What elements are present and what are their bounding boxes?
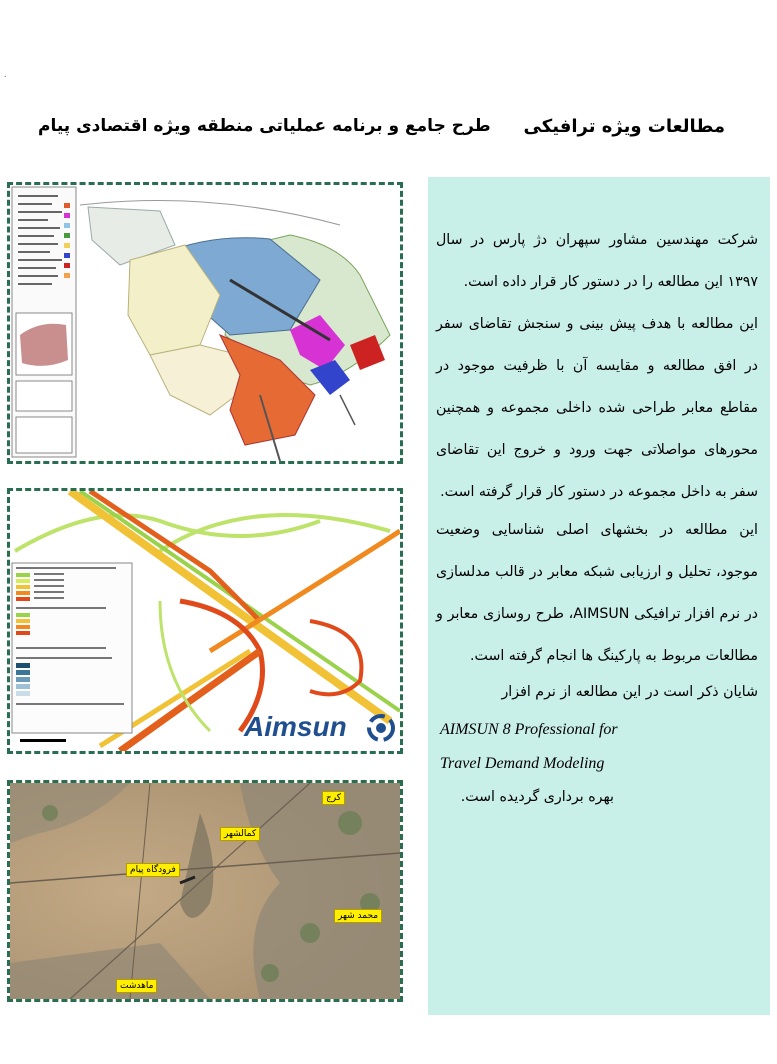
- label-karaj: کرج: [322, 791, 345, 805]
- master-plan-map-figure: [7, 182, 403, 464]
- label-kamalshahr: کمالشهر: [220, 827, 260, 841]
- stray-dot: .: [4, 70, 7, 79]
- description-panel: [428, 177, 770, 1015]
- software-name-line1: AIMSUN 8 Professional for: [440, 721, 618, 738]
- paragraph-software: شایان ذکر است در این مطالعه از نرم افزار: [501, 684, 758, 700]
- section-title: مطالعات ویژه ترافیکی: [523, 116, 725, 137]
- software-name-line2: Travel Demand Modeling: [440, 755, 605, 772]
- aimsun-model-figure: [7, 488, 403, 754]
- project-title: طرح جامع و برنامه عملیاتی منطقه ویژه اقتصادی پیام: [38, 116, 491, 136]
- aimsun-logo: Aimsun: [244, 711, 347, 742]
- paragraph-intro: شرکت مهندسین مشاور سپهران دژ پارس در سال ۱۳۹۷ این مطالعه را در دستور کار قرار داده است.: [436, 232, 758, 290]
- paragraph-scope: این مطالعه در بخشهای اصلی شناسایی وضعیت موجود، تحلیل و ارزیابی شبکه معابر در قالب مدلسازی در نرم افزار ترافیکی AIMSUN، طرح روسازی معابر و مطالعات مربوط به پارکینگ ها انجام گرفته است.: [436, 522, 758, 664]
- aimsun-logo-icon: [366, 713, 396, 743]
- label-payam-airport: فرودگاه پیام: [126, 863, 180, 877]
- paragraph-objective: این مطالعه با هدف پیش بینی و سنجش تقاضای سفر در افق مطالعه و مقایسه آن با ظرفیت موجود در مقاطع معابر طراحی شده داخلی مجموعه و همچنین محورهای مواصلاتی جهت ورود و خروج این تقاضای سفر به داخل مجموعه در دستور کار قرار گرفته است.: [436, 316, 758, 500]
- satellite-image: [10, 783, 400, 999]
- master-plan-map: [10, 185, 400, 461]
- label-mahdasht: ماهدشت: [116, 979, 157, 993]
- label-mohammadshahr: محمد شهر: [334, 909, 382, 923]
- paragraph-usage: بهره برداری گردیده است.: [460, 789, 614, 805]
- satellite-image-figure: [7, 780, 403, 1002]
